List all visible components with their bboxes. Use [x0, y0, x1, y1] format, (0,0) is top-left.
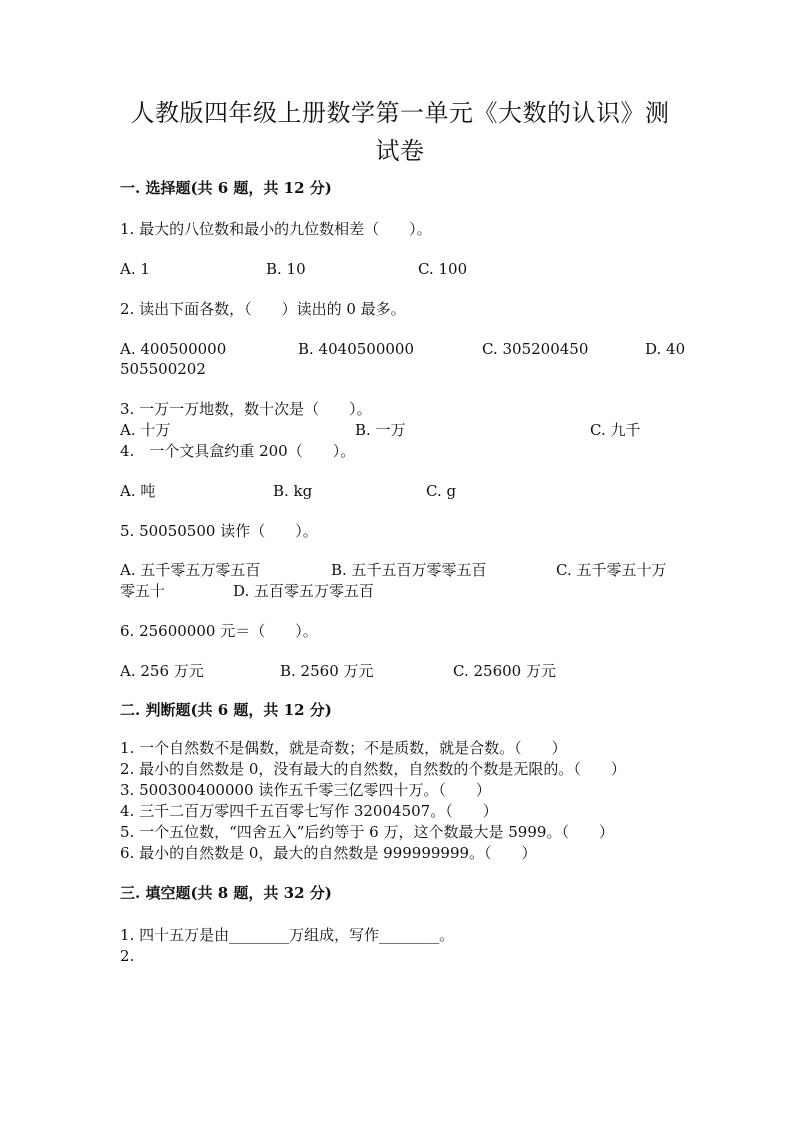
question-6-option-b: B. 2560 万元	[280, 662, 374, 680]
question-1-stem: 1. 最大的八位数和最小的九位数相差（ ）。	[120, 220, 432, 238]
question-6-stem: 6. 25600000 元＝（ ）。	[120, 622, 318, 640]
judgement-item-5: 5. 一个五位数，“四舍五入”后约等于 6 万，这个数最大是 5999。（ ）	[120, 823, 614, 841]
fill-in-item-2: 2.	[120, 947, 135, 965]
exam-title: 人教版四年级上册数学第一单元《大数的认识》测试卷	[130, 99, 670, 165]
question-1-option-c: C. 100	[418, 260, 468, 278]
question-6-option-a: A. 256 万元	[120, 662, 204, 680]
judgement-item-2: 2. 最小的自然数是 0，没有最大的自然数，自然数的个数是无限的。（ ）	[120, 760, 626, 778]
question-2-option-a: A. 400500000	[120, 340, 227, 358]
judgement-item-6: 6. 最小的自然数是 0，最大的自然数是 999999999。（ ）	[120, 844, 537, 862]
section-heading-choice: 一. 选择题(共 6 题，共 12 分)	[120, 179, 332, 197]
fill-in-item-1: 1. 四十五万是由________万组成，写作________。	[120, 926, 455, 944]
section-heading-fill-in: 三. 填空题(共 8 题，共 32 分)	[120, 884, 332, 902]
question-2-option-b: B. 4040500000	[298, 340, 414, 358]
question-5-option-b: B. 五千五百万零零五百	[331, 561, 487, 579]
question-4-option-b: B. kg	[273, 482, 313, 500]
judgement-item-4: 4. 三千二百万零四千五百零七写作 32004507。（ ）	[120, 802, 498, 820]
question-3-option-b: B. 一万	[355, 421, 406, 439]
question-5-option-c: C. 五千零五十万	[556, 561, 667, 579]
question-2-option-d-wrap: 505500202	[120, 360, 206, 378]
question-4-stem: 4. 一个文具盒约重 200（ ）。	[120, 442, 356, 460]
question-6-option-c: C. 25600 万元	[453, 662, 556, 680]
question-1-option-a: A. 1	[120, 260, 150, 278]
judgement-item-3: 3. 500300400000 读作五千零三亿零四十万。（ ）	[120, 781, 491, 799]
question-3-stem: 3. 一万一万地数，数十次是（ ）。	[120, 400, 372, 418]
question-2-option-c: C. 305200450	[482, 340, 589, 358]
question-3-option-c: C. 九千	[590, 421, 641, 439]
question-5-option-d: D. 五百零五万零五百	[233, 582, 375, 600]
question-5-option-c-wrap: 零五十	[120, 582, 166, 600]
question-3-option-a: A. 十万	[120, 421, 171, 439]
question-1-option-b: B. 10	[266, 260, 306, 278]
question-2-option-d: D. 40	[645, 340, 686, 358]
question-5-option-a: A. 五千零五万零五百	[120, 561, 261, 579]
judgement-item-1: 1. 一个自然数不是偶数，就是奇数；不是质数，就是合数。（ ）	[120, 739, 567, 757]
question-4-option-c: C. g	[426, 482, 457, 500]
question-4-option-a: A. 吨	[120, 482, 156, 500]
question-2-stem: 2. 读出下面各数，（ ）读出的 0 最多。	[120, 300, 406, 318]
question-5-stem: 5. 50050500 读作（ ）。	[120, 522, 318, 540]
section-heading-judgement: 二. 判断题(共 6 题，共 12 分)	[120, 701, 332, 719]
